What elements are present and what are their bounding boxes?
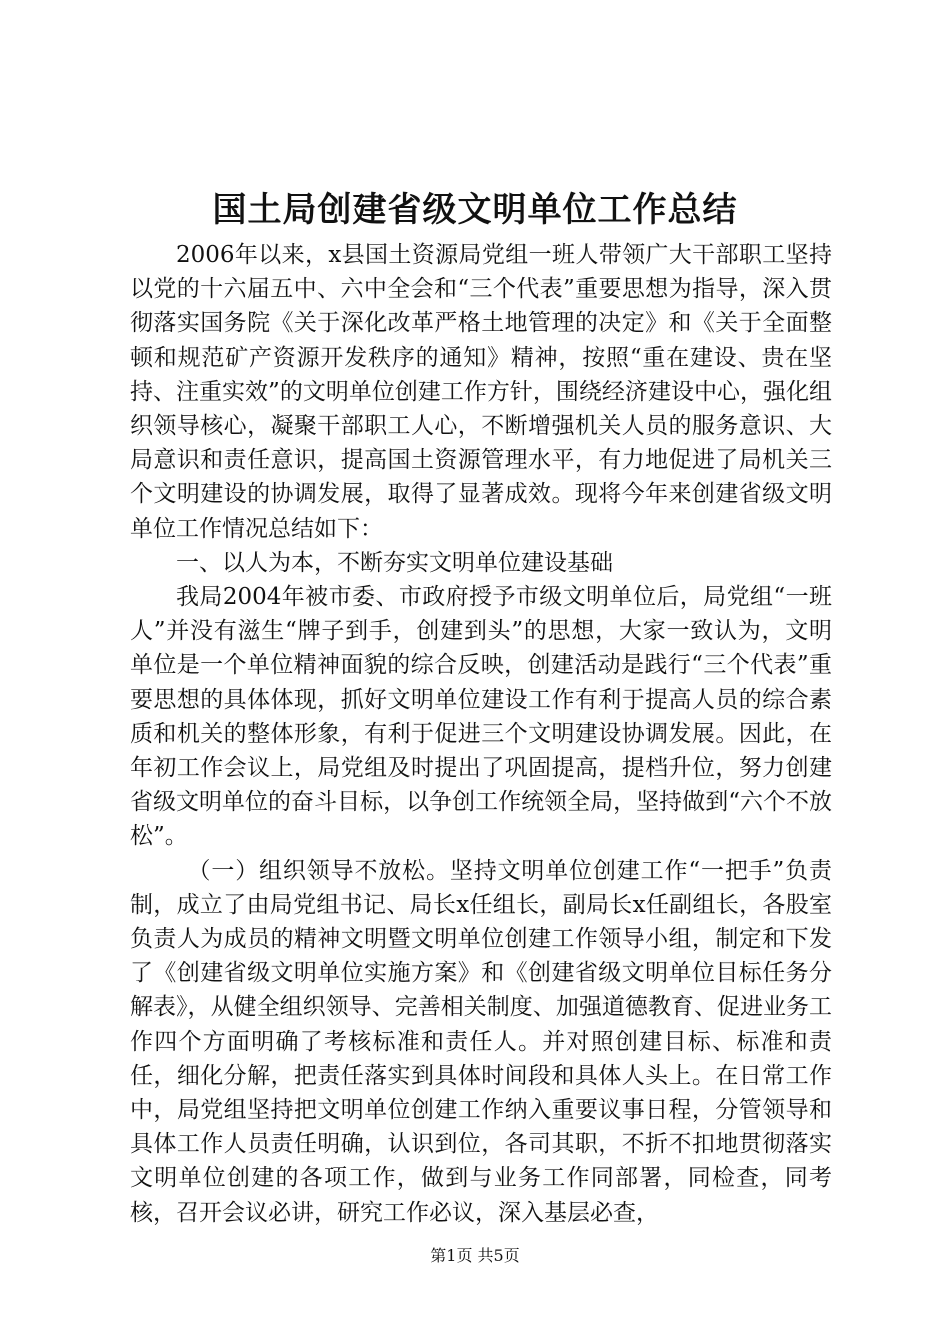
page-footer: 第1页 共5页 <box>430 1246 520 1265</box>
document-title: 国土局创建省级文明单位工作总结 <box>212 190 738 230</box>
paragraph-section-1: 我局2004年被市委、市政府授予市级文明单位后，局党组“一班人”并没有滋生“牌子到手，创建到头”的思想，大家一致认为，文明单位是一个单位精神面貌的综合反映，创建活动是践行“三个代表”重要思想的具体体现，抓好文明单位建设工作有利于提高人员的综合素质和机关的整体形象，有利于促进三个文明建设协调发展。因此，在年初工作会议上，局党组及时提出了巩固提高，提档升位，努力创建省级文明单位的奋斗目标，以争创工作统领全局，坚持做到“六个不放松”。 <box>130 584 832 850</box>
paragraph-subsection-1: （一）组织领导不放松。坚持文明单位创建工作“一把手”负责制，成立了由局党组书记、局长x任组长，副局长x任副组长，各股室负责人为成员的精神文明暨文明单位创建工作领导小组，制定和下发了《创建省级文明单位实施方案》和《创建省级文明单位目标任务分解表》，从健全组织领导、完善相关制度、加强道德教育、促进业务工作四个方面明确了考核标准和责任人。并对照创建目标、标准和责任，细化分解，把责任落实到具体时间段和具体人头上。在日常工作中，局党组坚持把文明单位创建工作纳入重要议事日程，分管领导和具体工作人员责任明确，认识到位，各司其职，不折不扣地贯彻落实文明单位创建的各项工作，做到与业务工作同部署，同检查，同考核，召开会议必讲，研究工作必议，深入基层必查， <box>130 857 832 1226</box>
section-heading-1: 一、以人为本，不断夯实文明单位建设基础 <box>176 549 613 576</box>
document-body <box>130 238 832 1230</box>
paragraph-intro: 2006年以来，x县国土资源局党组一班人带领广大干部职工坚持以党的十六届五中、六中全会和“三个代表”重要思想为指导，深入贯彻落实国务院《关于深化改革严格土地管理的决定》和《关于全面整顿和规范矿产资源开发秩序的通知》精神，按照“重在建设、贵在坚持、注重实效”的文明单位创建工作方针，围绕经济建设中心，强化组织领导核心，凝聚干部职工人心，不断增强机关人员的服务意识、大局意识和责任意识，提高国土资源管理水平，有力地促进了局机关三个文明建设的协调发展，取得了显著成效。现将今年来创建省级文明单位工作情况总结如下： <box>130 242 832 542</box>
